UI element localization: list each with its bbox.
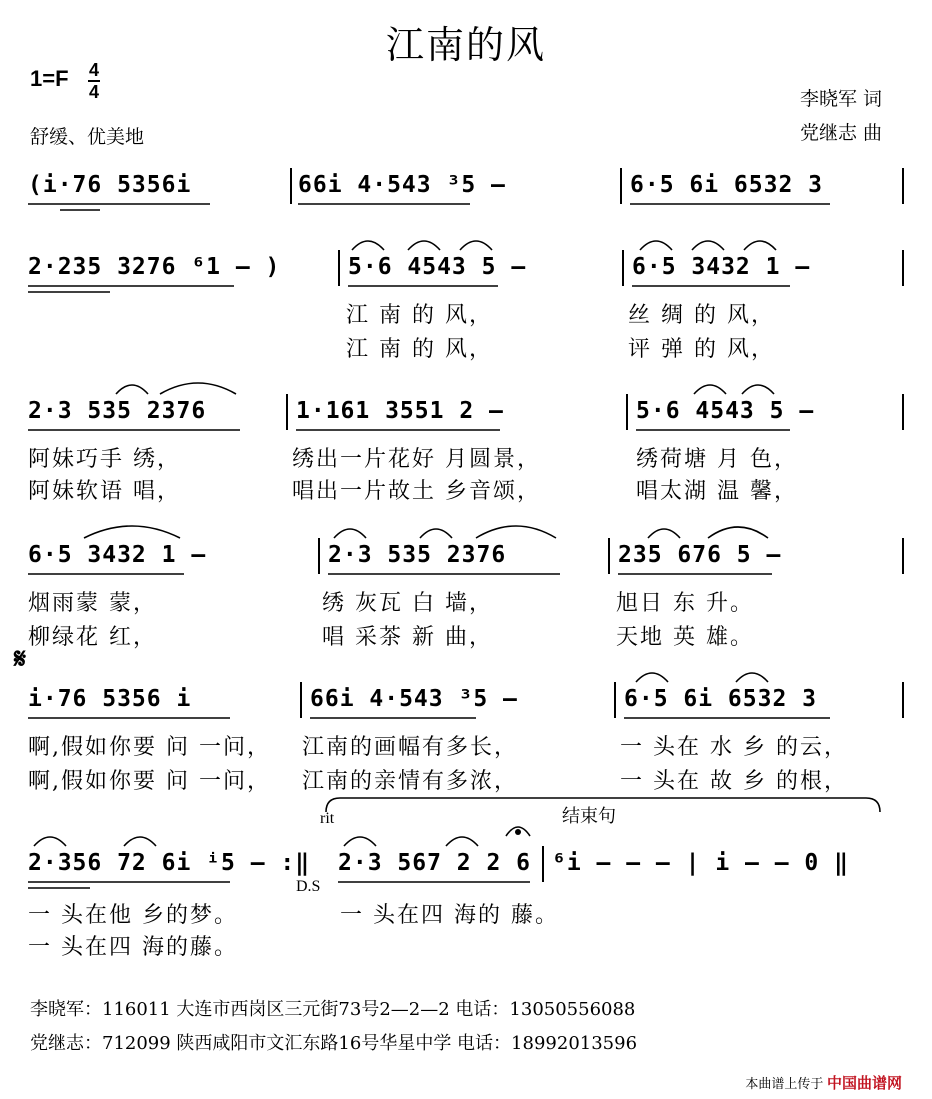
slur [742,385,774,394]
key-signature: 1=F [30,66,69,91]
rit-marking: rit [320,810,335,827]
barline [626,394,628,430]
slur [460,241,492,250]
row3-measure2: 1·161 3551 2 – [296,398,504,424]
row2-lyric2-b: 评 弹 的 风， [628,337,775,362]
row5-lyric2-c: 一 头在 故 乡 的根， [620,769,848,794]
barline [608,538,610,574]
slur [420,529,452,538]
barline [902,250,904,286]
row2-measure2: 5·6 4543 5 – [348,254,527,280]
time-signature [88,60,100,102]
barline [620,168,622,204]
slur [648,529,680,538]
tempo-marking: 舒缓、优美地 [30,126,145,148]
row3-lyric2-c: 唱太湖 温 馨， [636,479,798,504]
row4-measure2: 2·3 535 2376 [328,542,507,568]
slur [692,241,724,250]
row2-lyric1-a: 江 南 的 风， [346,303,493,328]
slur [640,241,672,250]
site-brand-logo: 中国曲谱网 [826,1075,902,1092]
slur [160,383,236,394]
footer-contact-composer: 党继志：712099 陕西咸阳市文汇东路16号华星中学 电话：18992013596 [30,1033,638,1054]
row5-measure2: 66i 4·543 ³5 – [310,686,518,712]
row1-measure3: 6·5 6i 6532 3 [630,172,824,198]
row5-lyric2-a: 啊,假如你要 问 一问， [28,769,271,794]
barline [286,394,288,430]
slur [352,241,384,250]
row5-lyric1-c: 一 头在 水 乡 的云， [620,735,848,760]
row3-lyric1-a: 阿妹巧手 绣， [28,447,181,472]
row5-measure3: 6·5 6i 6532 3 [624,686,818,712]
row4-lyric2-b: 唱 采茶 新 曲， [322,625,493,650]
row4-lyric2-a: 柳绿花 红， [28,625,157,650]
slur [124,837,156,846]
row5-measure1: i·76 5356 i [28,686,192,712]
slur [344,837,376,846]
slur [34,837,66,846]
slur [636,673,668,682]
row3-lyric2-b: 唱出一片故土 乡音颂， [292,479,541,504]
row2-lyric2-a: 江 南 的 风， [346,337,493,362]
row3-lyric2-a: 阿妹软语 唱， [28,479,181,504]
row5-lyric1-b: 江南的画幅有多长， [302,735,519,760]
segno-sign: 𝄋 [14,642,27,675]
row5-lyric2-b: 江南的亲情有多浓， [302,769,519,794]
slur [694,385,726,394]
slur [708,527,768,538]
row4-measure1: 6·5 3432 1 – [28,542,207,568]
site-watermark [745,1072,902,1093]
row4-lyric1-c: 旭日 东 升。 [616,591,754,616]
row3-measure3: 5·6 4543 5 – [636,398,815,424]
row5-lyric1-a: 啊,假如你要 问 一问， [28,735,271,760]
composer-credit: 党继志 曲 [799,122,882,144]
row4-measure3: 235 676 5 – [618,542,782,568]
barline [318,538,320,574]
fermata-dot [515,829,521,835]
time-signature-top: 4 [88,60,99,80]
ds-marking: D.S [296,878,321,895]
row3-measure1: 2·3 535 2376 [28,398,207,424]
barline [542,846,544,882]
slur [476,526,556,538]
slur [744,241,776,250]
site-prefix: 本曲谱上传于 [745,1076,824,1091]
row2-lyric1-b: 丝 绸 的 风， [628,303,775,328]
row6-lyric1-b: 一 头在四 海的 藤。 [340,903,559,928]
slur [84,526,180,538]
slur [736,673,768,682]
fermata-arc [506,827,530,836]
song-title: 江南的风 [385,23,546,67]
barline [902,538,904,574]
row3-lyric1-c: 绣荷塘 月 色， [636,447,798,472]
lyricist-credit: 李晓军 词 [799,88,882,110]
row6-lyric2-a: 一 头在四 海的藤。 [28,935,238,960]
barline [290,168,292,204]
row3-lyric1-b: 绣出一片花好 月圆景， [292,447,541,472]
barline [300,682,302,718]
row6-lyric1-a: 一 头在他 乡的梦。 [28,903,238,928]
slur [408,241,440,250]
row1-measure2: 66i 4·543 ³5 – [298,172,506,198]
row2-measure1: 2·235 3276 ⁶1 – ) [28,254,281,280]
footer-contact-lyricist: 李晓军：116011 大连市西岗区三元街73号2—2—2 电话：13050556088 [30,999,636,1020]
barline [622,250,624,286]
barline [338,250,340,286]
slur [446,837,478,846]
row4-lyric1-b: 绣 灰瓦 白 墙， [322,591,493,616]
slur [116,385,148,394]
row2-measure3: 6·5 3432 1 – [632,254,811,280]
row6-measure3: ⁶i – – – | i – – 0 ‖ [552,850,849,876]
row1-measure1: (i·76 5356i [28,172,192,198]
row4-lyric1-a: 烟雨蒙 蒙， [28,591,157,616]
row6-measure1: 2·356 72 6i ⁱ5 – :‖ [28,850,311,876]
ending-label: 结束句 [562,806,616,826]
barline [902,394,904,430]
barline [902,168,904,204]
time-signature-bottom: 4 [88,82,99,102]
row6-measure2: 2·3 567 2 2 6 [338,850,532,876]
slur [334,529,366,538]
barline [614,682,616,718]
row4-lyric2-c: 天地 英 雄。 [616,625,754,650]
barline [902,682,904,718]
